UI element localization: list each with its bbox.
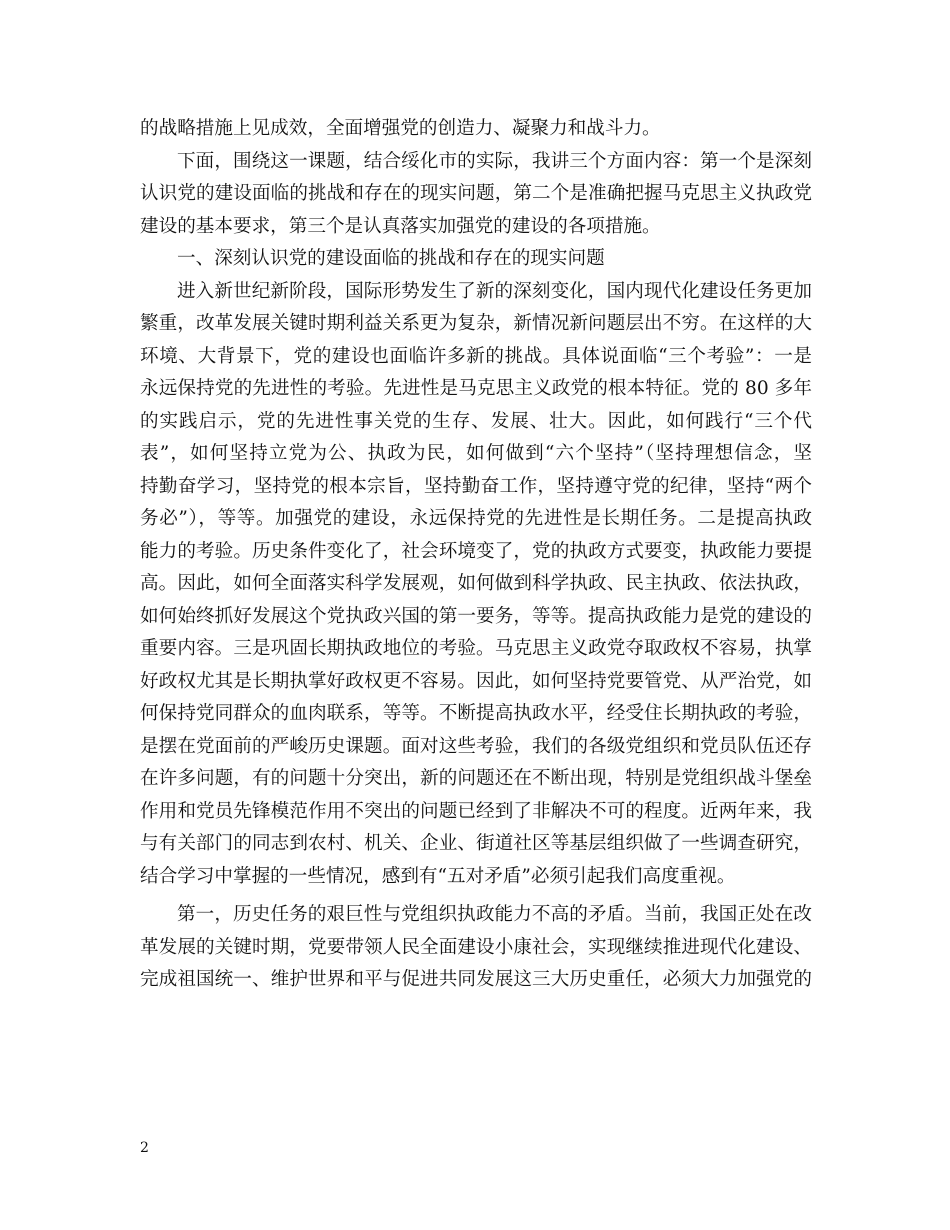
paragraph — [140, 276, 812, 894]
text-line: 永远保持党的先进性的考验。先进性是马克思主义政党的根本特征。党的 80 多年 — [140, 378, 812, 399]
text-line: 高。因此，如何全面落实科学发展观，如何做到科学执政、民主执政、依法执政， — [140, 573, 812, 594]
text-line: 建设的基本要求，第三个是认真落实加强党的建设的各项措施。 — [140, 215, 661, 237]
text-line: 好政权尤其是长期执掌好政权更不容易。因此，如何坚持党要管党、从严治党，如 — [140, 670, 812, 692]
text-line: 第一，历史任务的艰巨性与党组织执政能力不高的矛盾。当前，我国正处在改 — [177, 904, 812, 925]
paragraph — [140, 243, 812, 276]
paragraph — [140, 113, 812, 146]
text-line: 务必”），等等。加强党的建设，永远保持党的先进性是长期任务。二是提高执政 — [140, 508, 812, 529]
text-line: 认识党的建设面临的挑战和存在的现实问题，第二个是准确把握马克思主义执政党 — [140, 183, 812, 204]
text-line: 一、深刻认识党的建设面临的挑战和存在的现实问题 — [177, 248, 605, 269]
text-line: 的实践启示，党的先进性事关党的生存、发展、壮大。因此，如何践行“三个代 — [140, 410, 812, 432]
text-line: 结合学习中掌握的一些情况，感到有“五对矛盾”必须引起我们高度重视。 — [140, 865, 736, 887]
text-line: 持勤奋学习，坚持党的根本宗旨，坚持勤奋工作，坚持遵守党的纪律，坚持“两个 — [140, 475, 812, 497]
text-line: 进入新世纪新阶段，国际形势发生了新的深刻变化，国内现代化建设任务更加 — [177, 280, 812, 302]
text-line: 在许多问题，有的问题十分突出，新的问题还在不断出现，特别是党组织战斗堡垒 — [140, 768, 812, 789]
text-line: 环境、大背景下，党的建设也面临许多新的挑战。具体说面临“三个考验”：一是 — [140, 345, 812, 367]
paragraph — [140, 146, 812, 244]
text-line: 重要内容。三是巩固长期执政地位的考验。马克思主义政党夺取政权不容易，执掌 — [140, 638, 812, 659]
document-body — [140, 113, 812, 997]
text-line: 何保持党同群众的血肉联系，等等。不断提高执政水平，经受住长期执政的考验， — [140, 703, 812, 724]
text-line: 的战略措施上见成效，全面增强党的创造力、凝聚力和战斗力。 — [140, 118, 661, 139]
text-line: 是摆在党面前的严峻历史课题。面对这些考验，我们的各级党组织和党员队伍还存 — [140, 735, 812, 757]
page-number: 2 — [140, 1140, 149, 1156]
text-line: 如何始终抓好发展这个党执政兴国的第一要务，等等。提高执政能力是党的建设的 — [140, 605, 812, 627]
text-line: 下面，围绕这一课题，结合绥化市的实际，我讲三个方面内容：第一个是深刻 — [177, 150, 812, 172]
text-line: 与有关部门的同志到农村、机关、企业、街道社区等基层组织做了一些调查研究， — [140, 833, 812, 854]
text-line: 表”，如何坚持立党为公、执政为民，如何做到“六个坚持”（坚持理想信念，坚 — [140, 443, 812, 464]
text-line: 革发展的关键时期，党要带领人民全面建设小康社会，实现继续推进现代化建设、 — [140, 936, 812, 958]
text-line: 能力的考验。历史条件变化了，社会环境变了，党的执政方式要变，执政能力要提 — [140, 540, 812, 562]
text-line: 完成祖国统一、维护世界和平与促进共同发展这三大历史重任，必须大力加强党的 — [140, 969, 812, 990]
paragraph — [140, 899, 812, 997]
text-line: 作用和党员先锋模范作用不突出的问题已经到了非解决不可的程度。近两年来，我 — [140, 800, 812, 822]
text-line: 繁重，改革发展关键时期利益关系更为复杂，新情况新问题层出不穷。在这样的大 — [140, 313, 812, 334]
